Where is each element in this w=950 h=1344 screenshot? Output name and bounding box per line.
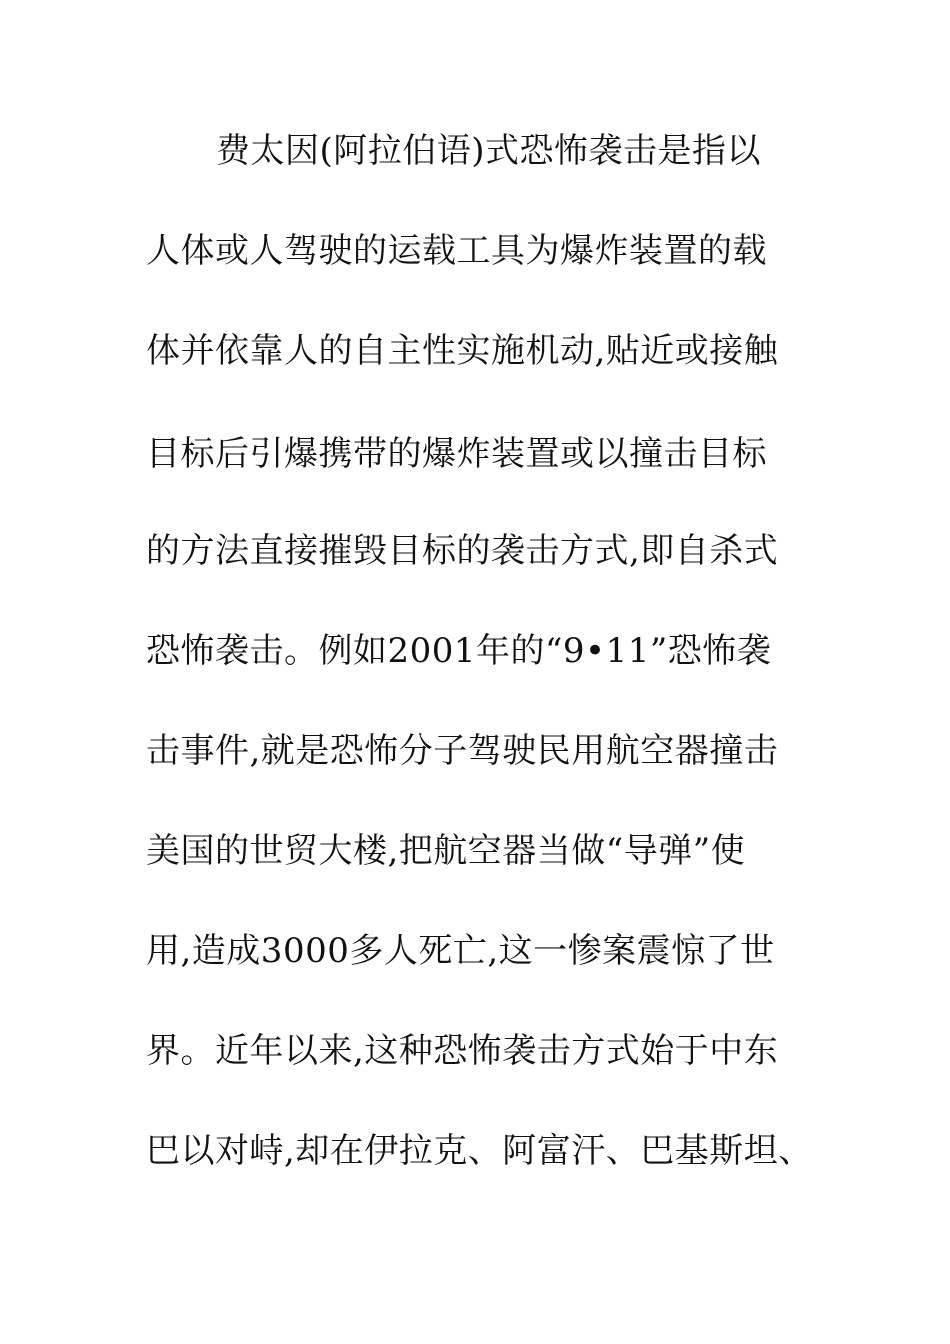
paragraph-line-5: 的方法直接摧毁目标的袭击方式,即自杀式	[146, 531, 779, 571]
paragraph-line-6: 恐怖袭击。例如2001年的“9•11”恐怖袭	[146, 631, 772, 671]
paragraph-line-1: 费太因(阿拉伯语)式恐怖袭击是指以	[216, 131, 762, 171]
paragraph-line-2: 人体或人驾驶的运载工具为爆炸装置的载	[146, 231, 767, 271]
paragraph-line-4: 目标后引爆携带的爆炸装置或以撞击目标	[146, 434, 767, 474]
paragraph-line-11: 巴以对峙,却在伊拉克、阿富汗、巴基斯坦、	[146, 1131, 813, 1171]
paragraph-line-8: 美国的世贸大楼,把航空器当做“导弹”使	[146, 831, 746, 871]
paragraph-line-3: 体并依靠人的自主性实施机动,贴近或接触	[146, 331, 779, 371]
paragraph-line-7: 击事件,就是恐怖分子驾驶民用航空器撞击	[146, 731, 779, 771]
paragraph-line-10: 界。近年以来,这种恐怖袭击方式始于中东	[146, 1031, 779, 1071]
paragraph-line-9: 用,造成3000多人死亡,这一惨案震惊了世	[146, 931, 775, 971]
